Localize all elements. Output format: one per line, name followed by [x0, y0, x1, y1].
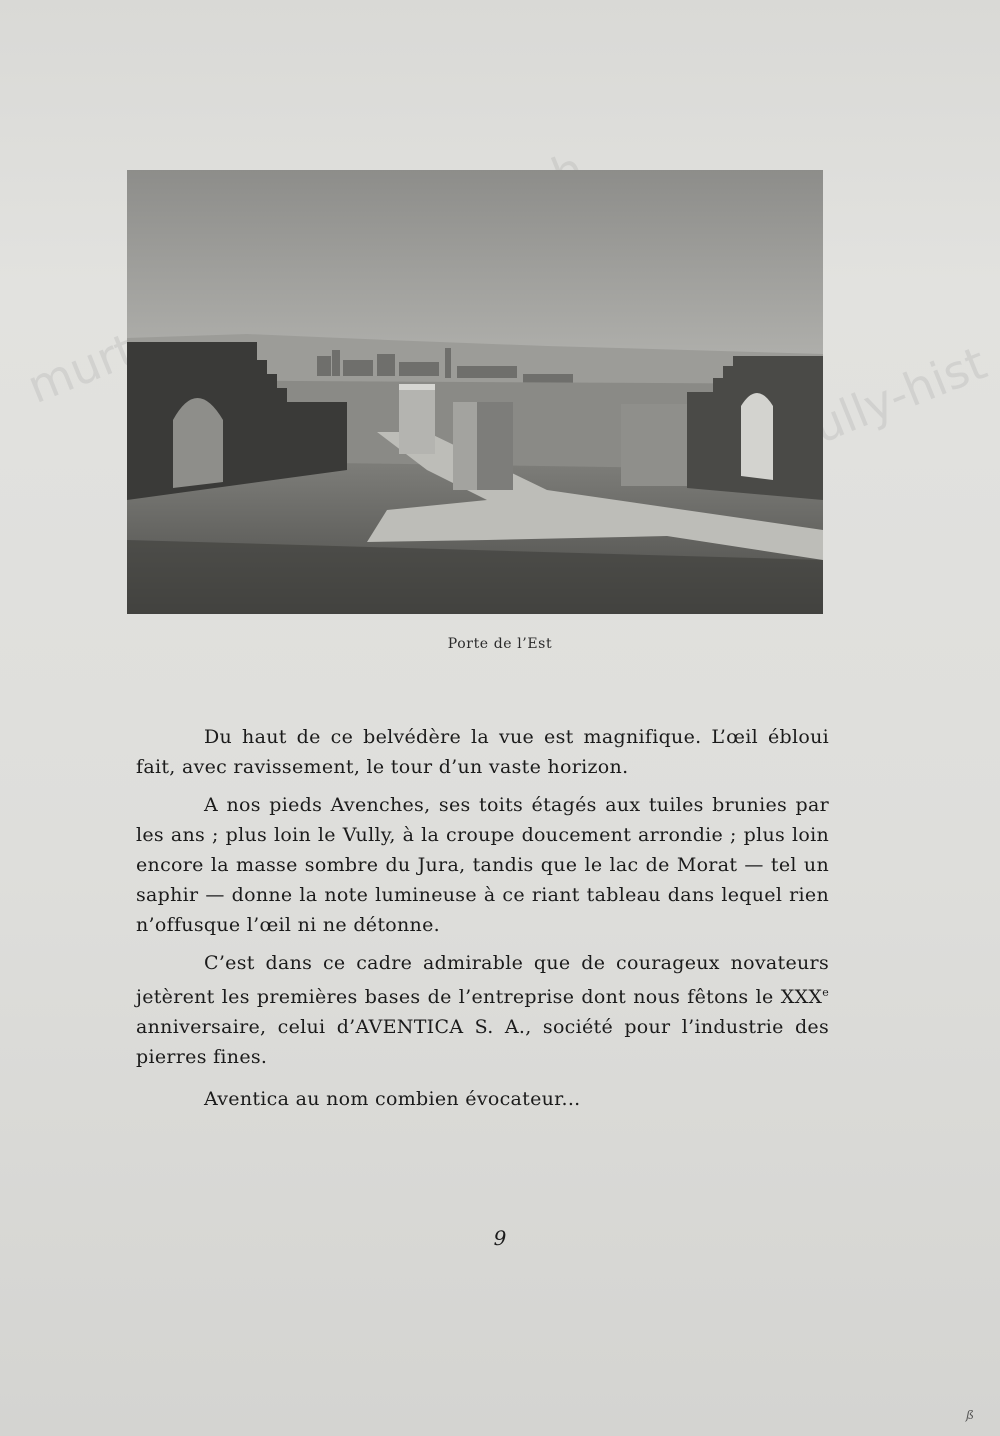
- corner-mark: ß: [966, 1408, 975, 1422]
- paragraph-1: Du haut de ce belvédère la vue est magnifique. L’œil ébloui fait, avec ravissement, le tour d’un vaste horizon.: [136, 726, 829, 778]
- ordinal-superscript: e: [822, 986, 829, 999]
- body-text: [136, 722, 829, 1114]
- photo-caption: Porte de l’Est: [447, 636, 553, 652]
- paragraph-3-start: C’est dans ce cadre admirable que de courageux novateurs jetèrent les premières bases de l’entreprise dont nous fêtons le XXX: [136, 952, 829, 1008]
- photo-illustration: [127, 170, 823, 614]
- paragraph-3-end: anniversaire, celui d’AVENTICA S. A., société pour l’industrie des pierres fines.: [136, 1016, 829, 1068]
- paragraph-3: [136, 948, 829, 1072]
- photo-porte-de-l-est: [127, 170, 823, 614]
- paragraph-4: Aventica au nom combien évocateur...: [204, 1088, 581, 1110]
- page-number: 9: [493, 1226, 507, 1250]
- watermark-3: vully-hist: [779, 335, 994, 464]
- paragraph-2: A nos pieds Avenches, ses toits étagés aux tuiles brunies par les ans ; plus loin le Vully, à la croupe doucement arrondie ; plus loin encore la masse sombre du Jura, tandis que le lac de Morat — tel un saphir — donne la note lumineuse à ce riant tableau dans lequel rien n’offusque l’œil ni ne détonne.: [136, 794, 829, 936]
